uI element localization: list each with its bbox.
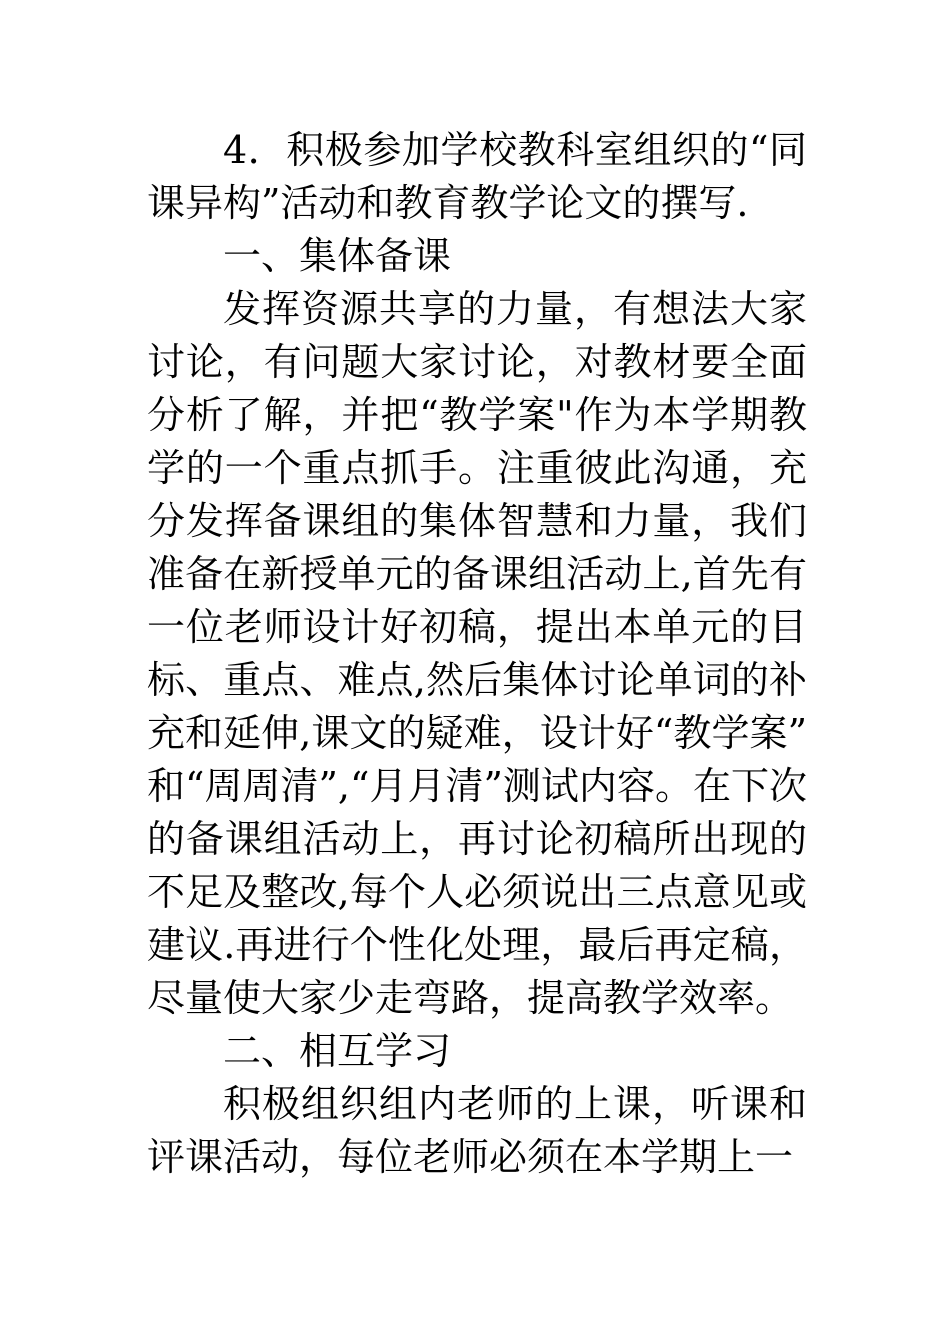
section-heading-mutual-learning: 二、相互学习 bbox=[223, 1029, 452, 1073]
section-heading-collective-lesson-prep: 一、集体备课 bbox=[223, 234, 452, 278]
paragraph-item-4: 4．积极参加学校教科室组织的“同课异构”活动和教育教学论文的撰写. bbox=[147, 128, 807, 225]
document-body bbox=[147, 124, 807, 1184]
paragraph-mutual-learning: 积极组织组内老师的上课，听课和评课活动，每位老师必须在本学期上一 bbox=[147, 1082, 807, 1179]
paragraph-collective-lesson-prep: 发挥资源共享的力量，有想法大家讨论，有问题大家讨论，对教材要全面分析了解，并把“教学案"作为本学期教学的一个重点抓手。注重彼此沟通，充分发挥备课组的集体智慧和力量，我们准备在新授单元的备课组活动上,首先有一位老师设计好初稿，提出本单元的目标、重点、难点,然后集体讨论单词的补充和延伸,课文的疑难，设计好“教学案”和“周周清”,“月月清”测试内容。在下次的备课组活动上，再讨论初稿所出现的不足及整改,每个人必须说出三点意见或建议.再进行个性化处理，最后再定稿，尽量使大家少走弯路，提高教学效率。 bbox=[147, 287, 807, 1020]
